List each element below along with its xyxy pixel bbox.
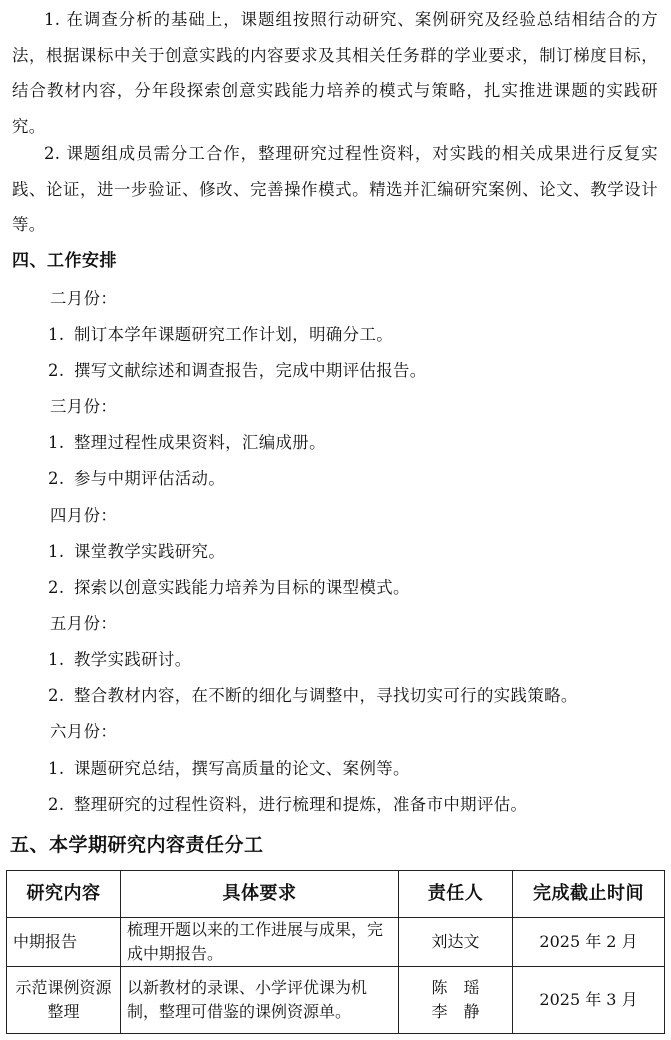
item-text: 撰写文献综述和调查报告，完成中期评估报告。 <box>74 361 427 380</box>
item-text: 整合教材内容，在不断的细化与调整中，寻找切实可行的实践策略。 <box>74 686 578 705</box>
month-label-may: 五月份： <box>50 614 118 633</box>
month-label-mar: 三月份： <box>50 397 118 416</box>
cell-content: 中期报告 <box>7 918 121 967</box>
item-number: 1. <box>48 325 65 344</box>
month-label-jun: 六月份： <box>50 722 118 741</box>
item-number: 2. <box>48 361 65 380</box>
item-number: 2. <box>48 469 65 488</box>
schedule-item <box>48 756 410 782</box>
table-row <box>7 918 665 967</box>
cell-person: 陈 瑶 李 静 <box>399 967 513 1034</box>
paragraph-method: 1. 在调查分析的基础上，课题组按照行动研究、案例研究及经验总结相结合的方法，根据课标中关于创意实践的内容要求及其相关任务群的学业要求，制订梯度目标，结合教材内容，分年段探索创意实践能力培养的模式与策略，扎实推进课题的实践研究。 <box>12 10 658 136</box>
item-text: 整理研究的过程性资料，进行梳理和提炼，准备市中期评估。 <box>74 795 528 814</box>
schedule-item <box>48 792 527 818</box>
schedule-item <box>48 575 410 601</box>
header-requirement: 具体要求 <box>121 871 399 918</box>
section-5-heading: 五、本学期研究内容责任分工 <box>10 834 264 856</box>
item-text: 探索以创意实践能力培养为目标的课型模式。 <box>74 578 410 597</box>
item-number: 2. <box>48 795 65 814</box>
schedule-item <box>48 430 326 456</box>
cell-content: 示范课例资源整理 <box>7 967 121 1034</box>
item-number: 1. <box>48 542 65 561</box>
table-header-row <box>7 871 665 918</box>
item-text: 课堂教学实践研究。 <box>74 542 226 561</box>
cell-deadline: 2025 年 3 月 <box>513 967 665 1034</box>
item-text: 课题研究总结，撰写高质量的论文、案例等。 <box>74 759 410 778</box>
schedule-item <box>48 322 393 348</box>
item-text: 制订本学年课题研究工作计划，明确分工。 <box>74 325 394 344</box>
item-number: 2. <box>48 578 65 597</box>
schedule-item <box>48 683 578 709</box>
item-text: 参与中期评估活动。 <box>74 469 226 488</box>
cell-person: 刘达文 <box>399 918 513 967</box>
header-person: 责任人 <box>399 871 513 918</box>
schedule-item <box>48 647 192 673</box>
cell-requirement: 梳理开题以来的工作进展与成果，完成中期报告。 <box>121 918 399 967</box>
month-label-apr: 四月份： <box>50 506 118 525</box>
schedule-item <box>48 358 427 384</box>
item-number: 1. <box>48 433 65 452</box>
item-number: 2. <box>48 686 65 705</box>
item-number: 1. <box>48 650 65 669</box>
paragraph-division: 2. 课题组成员需分工合作，整理研究过程性资料，对实践的相关成果进行反复实践、论证，进一步验证、修改、完善操作模式。精选并汇编研究案例、论文、教学设计等。 <box>12 144 658 234</box>
schedule-item <box>48 466 225 492</box>
item-text: 整理过程性成果资料，汇编成册。 <box>74 433 326 452</box>
header-research-content: 研究内容 <box>7 871 121 918</box>
cell-requirement: 以新教材的录课、小学评优课为机制，整理可借鉴的课例资源单。 <box>121 967 399 1034</box>
responsibility-table <box>6 870 665 1034</box>
header-deadline: 完成截止时间 <box>513 871 665 918</box>
schedule-item <box>48 539 225 565</box>
item-number: 1. <box>48 759 65 778</box>
month-label-feb: 二月份： <box>50 289 118 308</box>
cell-deadline: 2025 年 2 月 <box>513 918 665 967</box>
item-text: 教学实践研讨。 <box>74 650 192 669</box>
section-4-heading: 四、工作安排 <box>12 251 117 271</box>
table-row <box>7 967 665 1034</box>
